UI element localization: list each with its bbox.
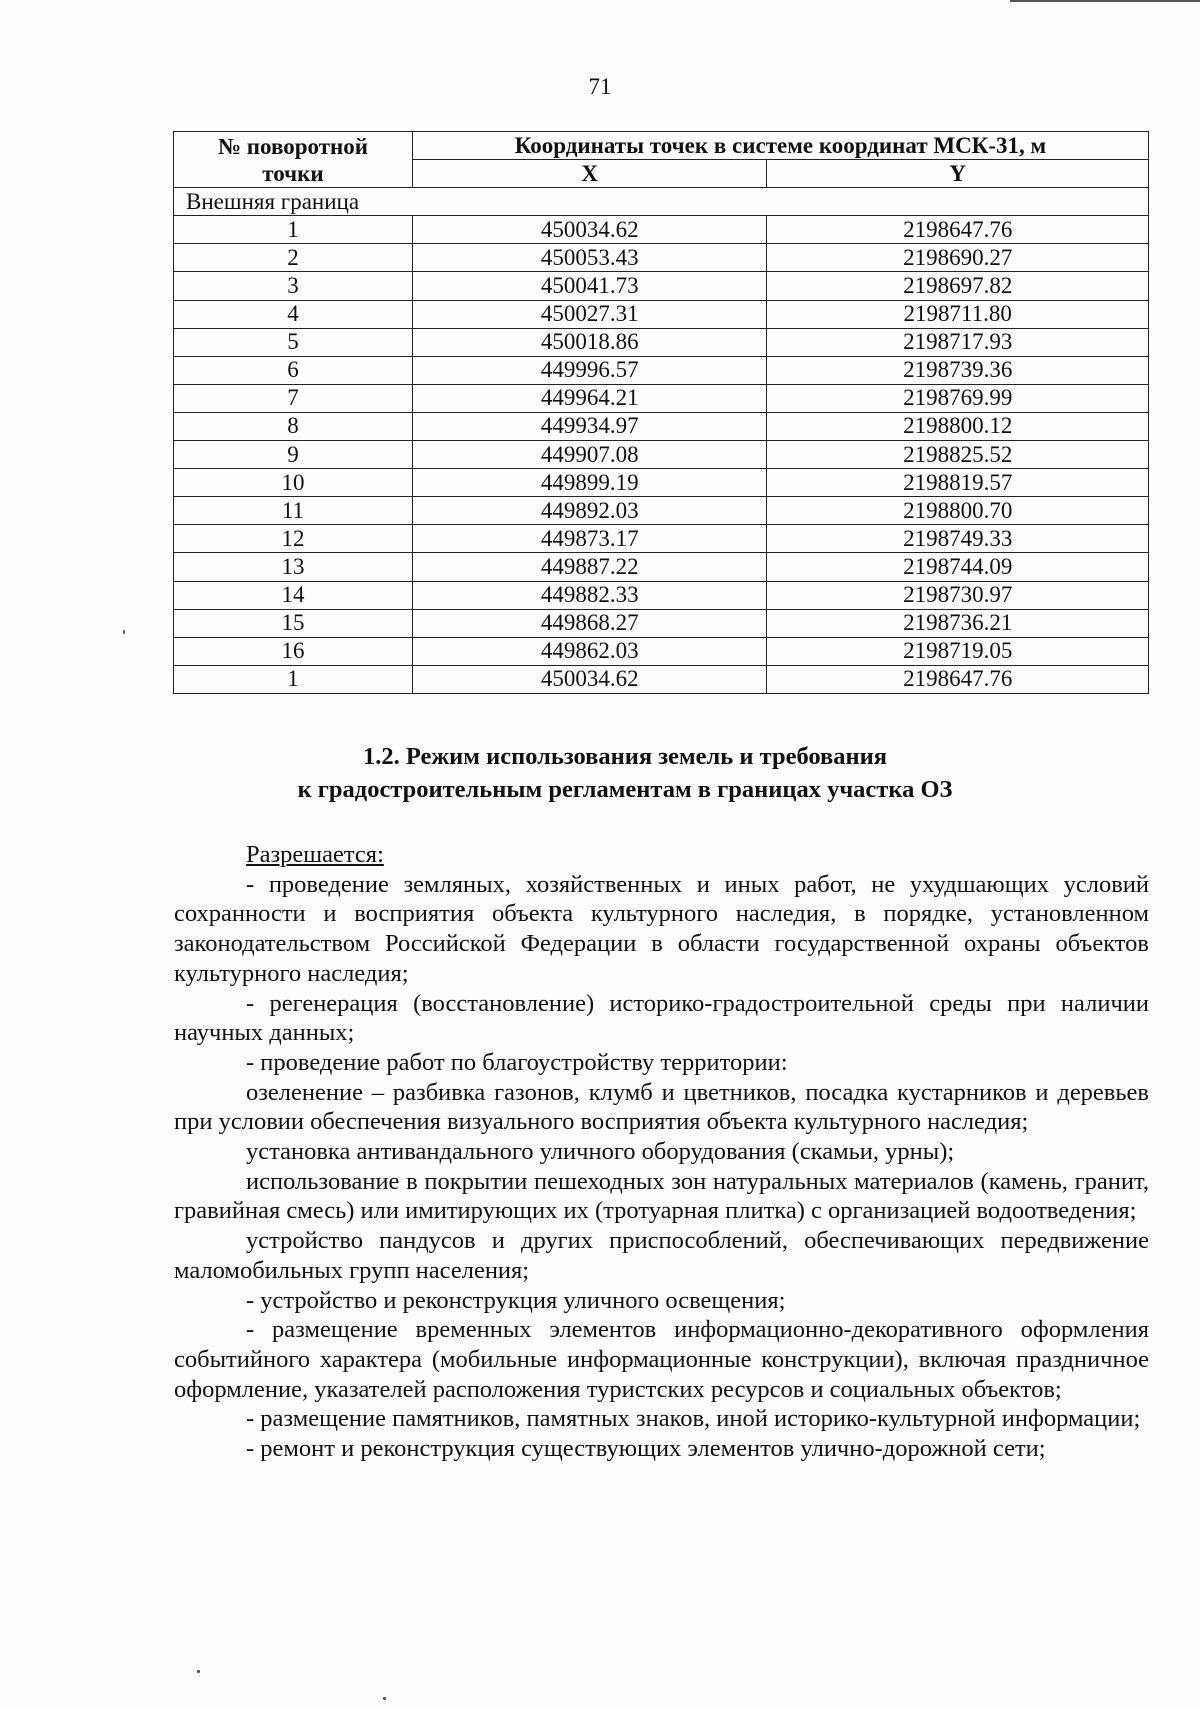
point-number-cell: 8 bbox=[174, 412, 413, 440]
x-coordinate-cell: 449862.03 bbox=[412, 637, 767, 665]
point-number-cell: 5 bbox=[174, 328, 413, 356]
table-row bbox=[174, 525, 1149, 553]
point-number-cell: 16 bbox=[174, 637, 413, 665]
table-row bbox=[174, 356, 1149, 384]
table-row bbox=[174, 384, 1149, 412]
point-number-cell: 9 bbox=[174, 441, 413, 469]
point-number-cell: 1 bbox=[174, 665, 413, 693]
scan-edge-line bbox=[1010, 0, 1200, 5]
y-coordinate-cell: 2198719.05 bbox=[767, 637, 1149, 665]
body-paragraph: озеленение – разбивка газонов, клумб и цветников, посадка кустарников и деревьев при условии обеспечения визуального восприятия объекта культурного наследия; bbox=[174, 1078, 1149, 1136]
y-coordinate-cell: 2198647.76 bbox=[767, 216, 1149, 244]
point-number-cell: 7 bbox=[174, 384, 413, 412]
x-coordinate-cell: 450027.31 bbox=[412, 300, 767, 328]
header-point-number: № поворотной точки bbox=[174, 132, 413, 188]
y-coordinate-cell: 2198744.09 bbox=[767, 553, 1149, 581]
body-text bbox=[174, 840, 1149, 1464]
scan-speck bbox=[197, 1670, 200, 1673]
table-row bbox=[174, 469, 1149, 497]
x-coordinate-cell: 449964.21 bbox=[412, 384, 767, 412]
point-number-cell: 11 bbox=[174, 497, 413, 525]
header-coordinates: Координаты точек в системе координат МСК-31, м bbox=[412, 132, 1148, 160]
point-number-cell: 1 bbox=[174, 216, 413, 244]
point-number-cell: 2 bbox=[174, 244, 413, 272]
paragraph-list bbox=[174, 870, 1149, 1464]
table-row bbox=[174, 637, 1149, 665]
table-row bbox=[174, 216, 1149, 244]
point-number-cell: 4 bbox=[174, 300, 413, 328]
body-paragraph: устройство пандусов и других приспособлений, обеспечивающих передвижение маломобильных групп населения; bbox=[174, 1227, 1149, 1284]
x-coordinate-cell: 449882.33 bbox=[412, 581, 767, 609]
x-coordinate-cell: 450053.43 bbox=[412, 244, 767, 272]
table-row bbox=[174, 328, 1149, 356]
body-paragraph: - проведение работ по благоустройству территории: bbox=[246, 1048, 788, 1076]
header-x: X bbox=[412, 160, 767, 188]
section-heading-line-2: к градостроительным регламентам в границах участка ОЗ bbox=[297, 776, 953, 803]
table-row bbox=[174, 272, 1149, 300]
x-coordinate-cell: 449934.97 bbox=[412, 412, 767, 440]
scan-speck bbox=[383, 1697, 386, 1700]
table-row bbox=[174, 412, 1149, 440]
table-row bbox=[174, 300, 1149, 328]
x-coordinate-cell: 449996.57 bbox=[412, 356, 767, 384]
table-row bbox=[174, 609, 1149, 637]
x-coordinate-cell: 449887.22 bbox=[412, 553, 767, 581]
x-coordinate-cell: 449907.08 bbox=[412, 441, 767, 469]
body-paragraph: - размещение памятников, памятных знаков, иной историко-культурной информации; bbox=[246, 1405, 1141, 1433]
y-coordinate-cell: 2198800.12 bbox=[767, 412, 1149, 440]
section-heading-line-1: 1.2. Режим использования земель и требования bbox=[363, 743, 887, 770]
point-number-cell: 3 bbox=[174, 272, 413, 300]
table-row bbox=[174, 553, 1149, 581]
table-row bbox=[174, 244, 1149, 272]
point-number-cell: 12 bbox=[174, 525, 413, 553]
point-number-cell: 6 bbox=[174, 356, 413, 384]
body-paragraph: - устройство и реконструкция уличного освещения; bbox=[246, 1286, 786, 1314]
x-coordinate-cell: 449873.17 bbox=[412, 525, 767, 553]
x-coordinate-cell: 450034.62 bbox=[412, 665, 767, 693]
x-coordinate-cell: 450041.73 bbox=[412, 272, 767, 300]
page-number: 71 bbox=[588, 74, 612, 99]
y-coordinate-cell: 2198647.76 bbox=[767, 665, 1149, 693]
header-y: Y bbox=[767, 160, 1149, 188]
x-coordinate-cell: 450018.86 bbox=[412, 328, 767, 356]
y-coordinate-cell: 2198749.33 bbox=[767, 525, 1149, 553]
y-coordinate-cell: 2198736.21 bbox=[767, 609, 1149, 637]
x-coordinate-cell: 450034.62 bbox=[412, 216, 767, 244]
y-coordinate-cell: 2198825.52 bbox=[767, 441, 1149, 469]
y-coordinate-cell: 2198697.82 bbox=[767, 272, 1149, 300]
body-paragraph: использование в покрытии пешеходных зон натуральных материалов (камень, гранит, гравийная смесь) или имитирующих их (тротуарная плитка) с организацией водоотведения; bbox=[174, 1167, 1149, 1225]
body-paragraph: - проведение земляных, хозяйственных и иных работ, не ухудшающих условий сохранности и восприятия объекта культурного наследия, в порядке, установленном законодательством Российской Федерации в области государственной охраны объектов культурного наследия; bbox=[174, 870, 1149, 987]
table-row bbox=[174, 581, 1149, 609]
y-coordinate-cell: 2198717.93 bbox=[767, 328, 1149, 356]
body-paragraph: - регенерация (восстановление) историко-градостроительной среды при наличии научных данных; bbox=[174, 989, 1149, 1047]
point-number-cell: 15 bbox=[174, 609, 413, 637]
section-label-outer-boundary: Внешняя граница bbox=[174, 188, 1149, 216]
scan-speck bbox=[123, 630, 125, 634]
y-coordinate-cell: 2198769.99 bbox=[767, 384, 1149, 412]
point-number-cell: 10 bbox=[174, 469, 413, 497]
x-coordinate-cell: 449892.03 bbox=[412, 497, 767, 525]
coordinates-table bbox=[173, 131, 1149, 694]
table-row bbox=[174, 497, 1149, 525]
section-heading bbox=[0, 740, 1200, 806]
table-row bbox=[174, 665, 1149, 693]
body-paragraph: - ремонт и реконструкция существующих элементов улично-дорожной сети; bbox=[246, 1435, 1046, 1463]
y-coordinate-cell: 2198690.27 bbox=[767, 244, 1149, 272]
x-coordinate-cell: 449868.27 bbox=[412, 609, 767, 637]
body-paragraph: - размещение временных элементов информационно-декоративного оформления событийного характера (мобильные информационные конструкции), включая праздничное оформление, указателей расположения туристских ресурсов и социальных объектов; bbox=[174, 1316, 1149, 1403]
point-number-cell: 14 bbox=[174, 581, 413, 609]
y-coordinate-cell: 2198739.36 bbox=[767, 356, 1149, 384]
y-coordinate-cell: 2198711.80 bbox=[767, 300, 1149, 328]
point-number-cell: 13 bbox=[174, 553, 413, 581]
y-coordinate-cell: 2198819.57 bbox=[767, 469, 1149, 497]
y-coordinate-cell: 2198800.70 bbox=[767, 497, 1149, 525]
allowed-label: Разрешается: bbox=[246, 841, 384, 868]
y-coordinate-cell: 2198730.97 bbox=[767, 581, 1149, 609]
body-paragraph: установка антивандального уличного оборудования (скамьи, урны); bbox=[246, 1138, 955, 1166]
table-row bbox=[174, 441, 1149, 469]
x-coordinate-cell: 449899.19 bbox=[412, 469, 767, 497]
